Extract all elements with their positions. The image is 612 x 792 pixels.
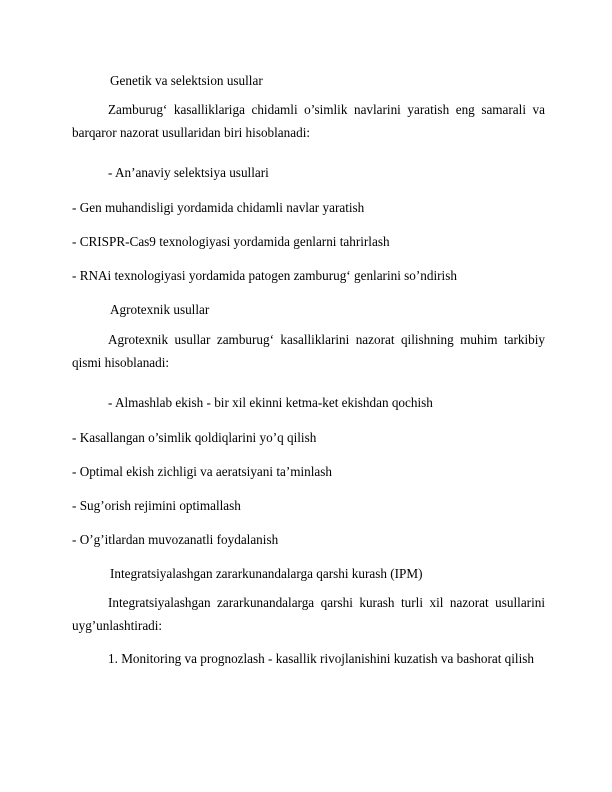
list-item-ipm-1: 1. Monitoring va prognozlash - kasallik rivojlanishini kuzatish va bashorat qilish	[108, 651, 534, 666]
list-item-agro-4: - Sug’orish rejimini optimallash	[72, 498, 241, 513]
list-item-genetic-2: - Gen muhandisligi yordamida chidamli navlar yaratish	[72, 200, 365, 215]
section-heading-agrotechnical: Agrotexnik usullar	[110, 302, 210, 317]
list-item-agro-2: - Kasallangan o’simlik qoldiqlarini yo’q qilish	[72, 430, 317, 445]
list-item-agro-3: - Optimal ekish zichligi va aeratsiyani ta’minlash	[72, 464, 333, 479]
list-item-agro-5: - O’g’itlardan muvozanatli foydalanish	[72, 532, 279, 547]
section-heading-ipm: Integratsiyalashgan zararkunandalarga qarshi kurash (IPM)	[110, 566, 423, 581]
list-item-genetic-4: - RNAi texnologiyasi yordamida patogen zamburug‘ genlarini so’ndirish	[72, 268, 457, 283]
section-heading-genetic: Genetik va selektsion usullar	[110, 73, 263, 88]
paragraph-genetic-intro: Zamburug‘ kasalliklariga chidamli o’simlik navlarini yaratish eng samarali va barqaror nazorat usullaridan biri hisoblanadi:	[72, 102, 545, 141]
list-item-agro-1: - Almashlab ekish - bir xil ekinni ketma-ket ekishdan qochish	[108, 395, 433, 410]
list-item-genetic-1: - An’anaviy selektsiya usullari	[108, 165, 269, 180]
paragraph-ipm-intro: Integratsiyalashgan zararkunandalarga qarshi kurash turli xil nazorat usullarini uyg’unlashtiradi:	[72, 595, 545, 634]
list-item-genetic-3: - CRISPR-Cas9 texnologiyasi yordamida genlarni tahrirlash	[72, 234, 390, 249]
paragraph-agrotechnical-intro: Agrotexnik usullar zamburug‘ kasalliklarini nazorat qilishning muhim tarkibiy qismi hisoblanadi:	[72, 332, 545, 371]
